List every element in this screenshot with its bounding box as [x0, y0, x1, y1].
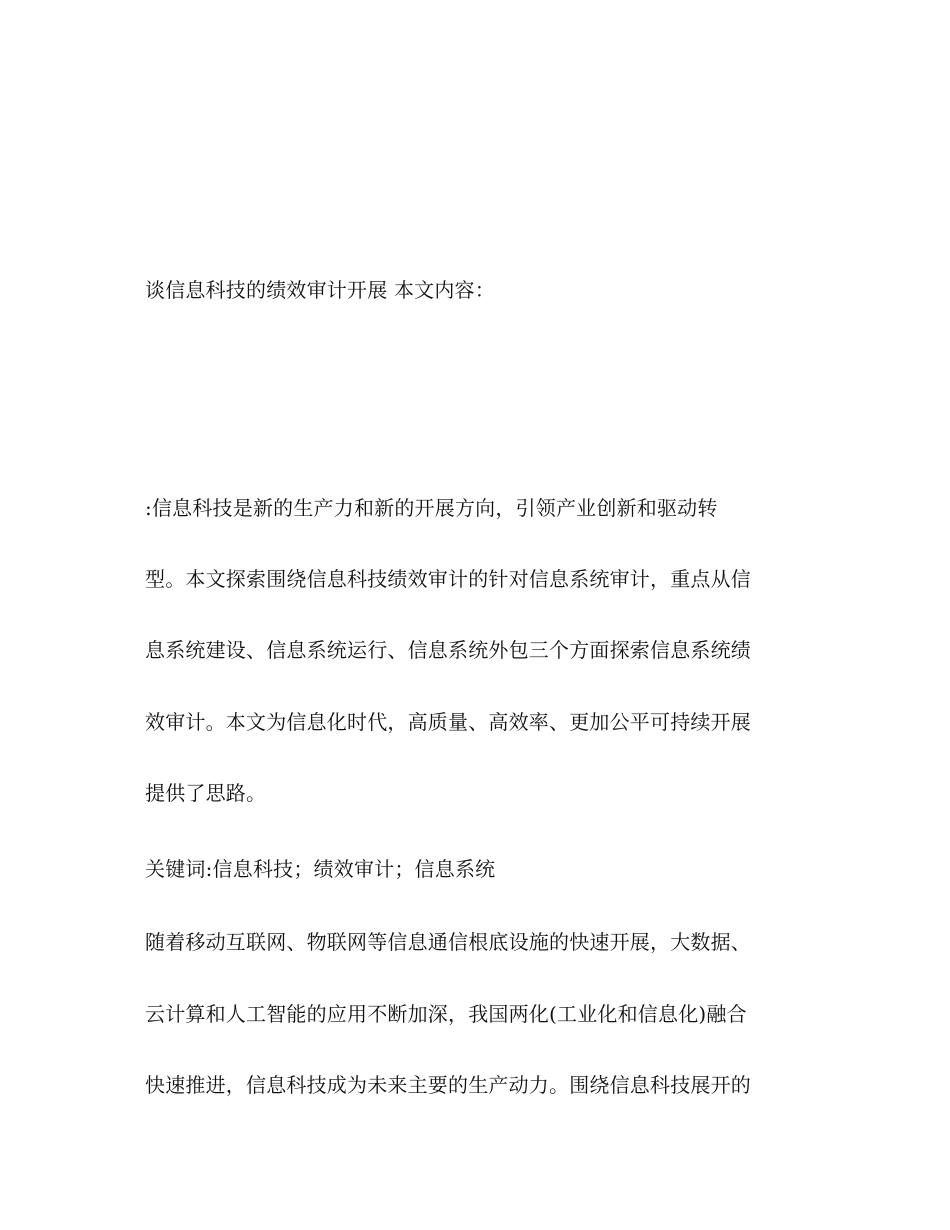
keywords-line: 关键词:信息科技；绩效审计；信息系统 — [145, 857, 496, 881]
abstract-line: 效审计。本文为信息化时代，高质量、高效率、更加公平可持续开展 — [145, 710, 751, 734]
abstract-line: 型。本文探索围绕信息科技绩效审计的针对信息系统审计，重点从信 — [145, 567, 751, 591]
abstract-line: 提供了思路。 — [145, 781, 267, 805]
abstract-line: 息系统建设、信息系统运行、信息系统外包三个方面探索信息系统绩 — [145, 638, 751, 662]
abstract-line: :信息科技是新的生产力和新的开展方向，引领产业创新和驱动转 — [145, 496, 718, 520]
body-line: 云计算和人工智能的应用不断加深，我国两化(工业化和信息化)融合 — [145, 1002, 747, 1026]
body-line: 快速推进，信息科技成为未来主要的生产动力。围绕信息科技展开的 — [145, 1073, 751, 1097]
document-title: 谈信息科技的绩效审计开展 本文内容： — [145, 278, 495, 302]
body-line: 随着移动互联网、物联网等信息通信根底设施的快速开展，大数据、 — [145, 930, 751, 954]
